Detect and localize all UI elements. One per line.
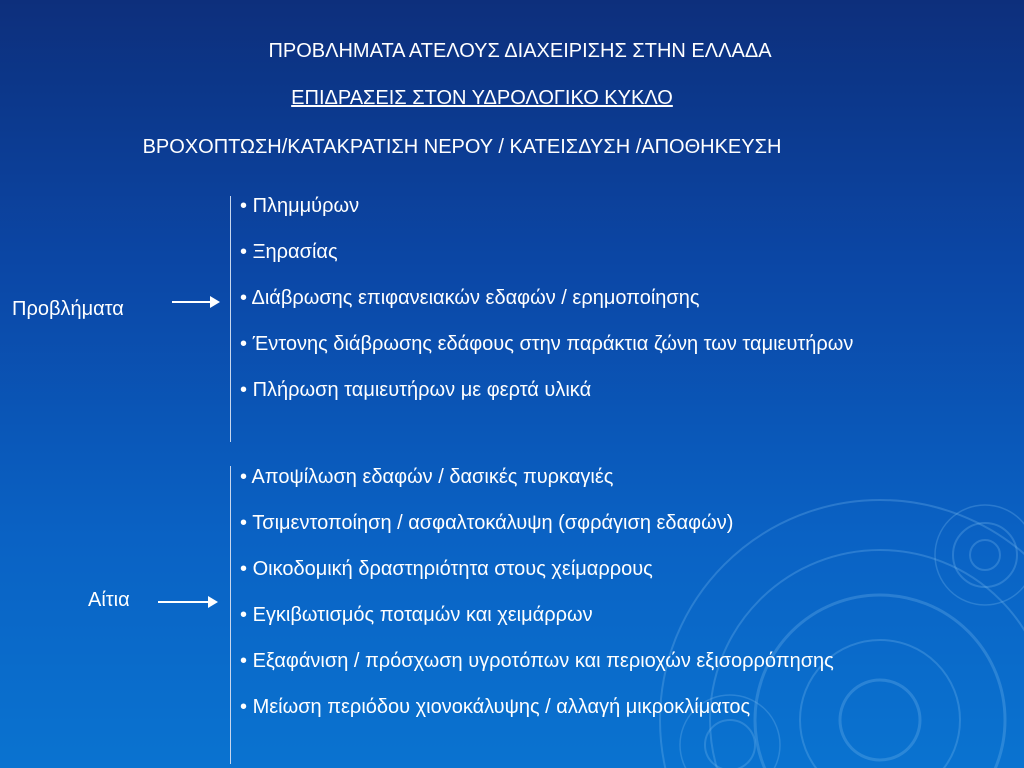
problems-bracket-line (230, 196, 231, 442)
causes-bracket-line (230, 466, 231, 764)
problem-item: • Έντονης διάβρωσης εδάφους στην παράκτια ζώνη των ταμιευτήρων (240, 330, 900, 359)
cause-item: • Οικοδομική δραστηριότητα στους χείμαρρους (240, 555, 840, 584)
cause-item: • Αποψίλωση εδαφών / δασικές πυρκαγιές (240, 463, 840, 492)
subtitle: ΕΠΙΔΡΑΣΕΙΣ ΣΤΟΝ ΥΔΡΟΛΟΓΙΚΟ ΚΥΚΛΟ (291, 87, 673, 109)
causes-list (240, 463, 840, 722)
cause-item: • Τσιμεντοποίηση / ασφαλτοκάλυψη (σφράγιση εδαφών) (240, 509, 840, 538)
causes-label: Αίτια (88, 589, 130, 611)
cause-item: • Εξαφάνιση / πρόσχωση υγροτόπων και περιοχών εξισορρόπησης (240, 647, 840, 676)
causes-arrow-icon (158, 601, 216, 603)
problems-list (240, 192, 900, 405)
topics-heading: ΒΡΟΧΟΠΤΩΣΗ/ΚΑΤΑΚΡΑΤΙΣΗ ΝΕΡΟΥ / ΚΑΤΕΙΣΔΥΣΗ /ΑΠΟΘΗΚΕΥΣΗ (142, 136, 782, 158)
main-title: ΠΡΟΒΛΗΜΑΤΑ ΑΤΕΛΟΥΣ ΔΙΑΧΕΙΡΙΣΗΣ ΣΤΗΝ ΕΛΛΑΔΑ (268, 40, 772, 62)
problem-item: • Ξηρασίας (240, 238, 900, 267)
problem-item: • Πλημμύρων (240, 192, 900, 221)
problems-arrow-icon (172, 301, 218, 303)
cause-item: • Μείωση περιόδου χιονοκάλυψης / αλλαγή μικροκλίματος (240, 693, 840, 722)
cause-item: • Εγκιβωτισμός ποταμών και χειμάρρων (240, 601, 840, 630)
problem-item: • Πλήρωση ταμιευτήρων με φερτά υλικά (240, 376, 900, 405)
problem-item: • Διάβρωσης επιφανειακών εδαφών / ερημοποίησης (240, 284, 900, 313)
problems-label: Προβλήματα (12, 298, 124, 320)
